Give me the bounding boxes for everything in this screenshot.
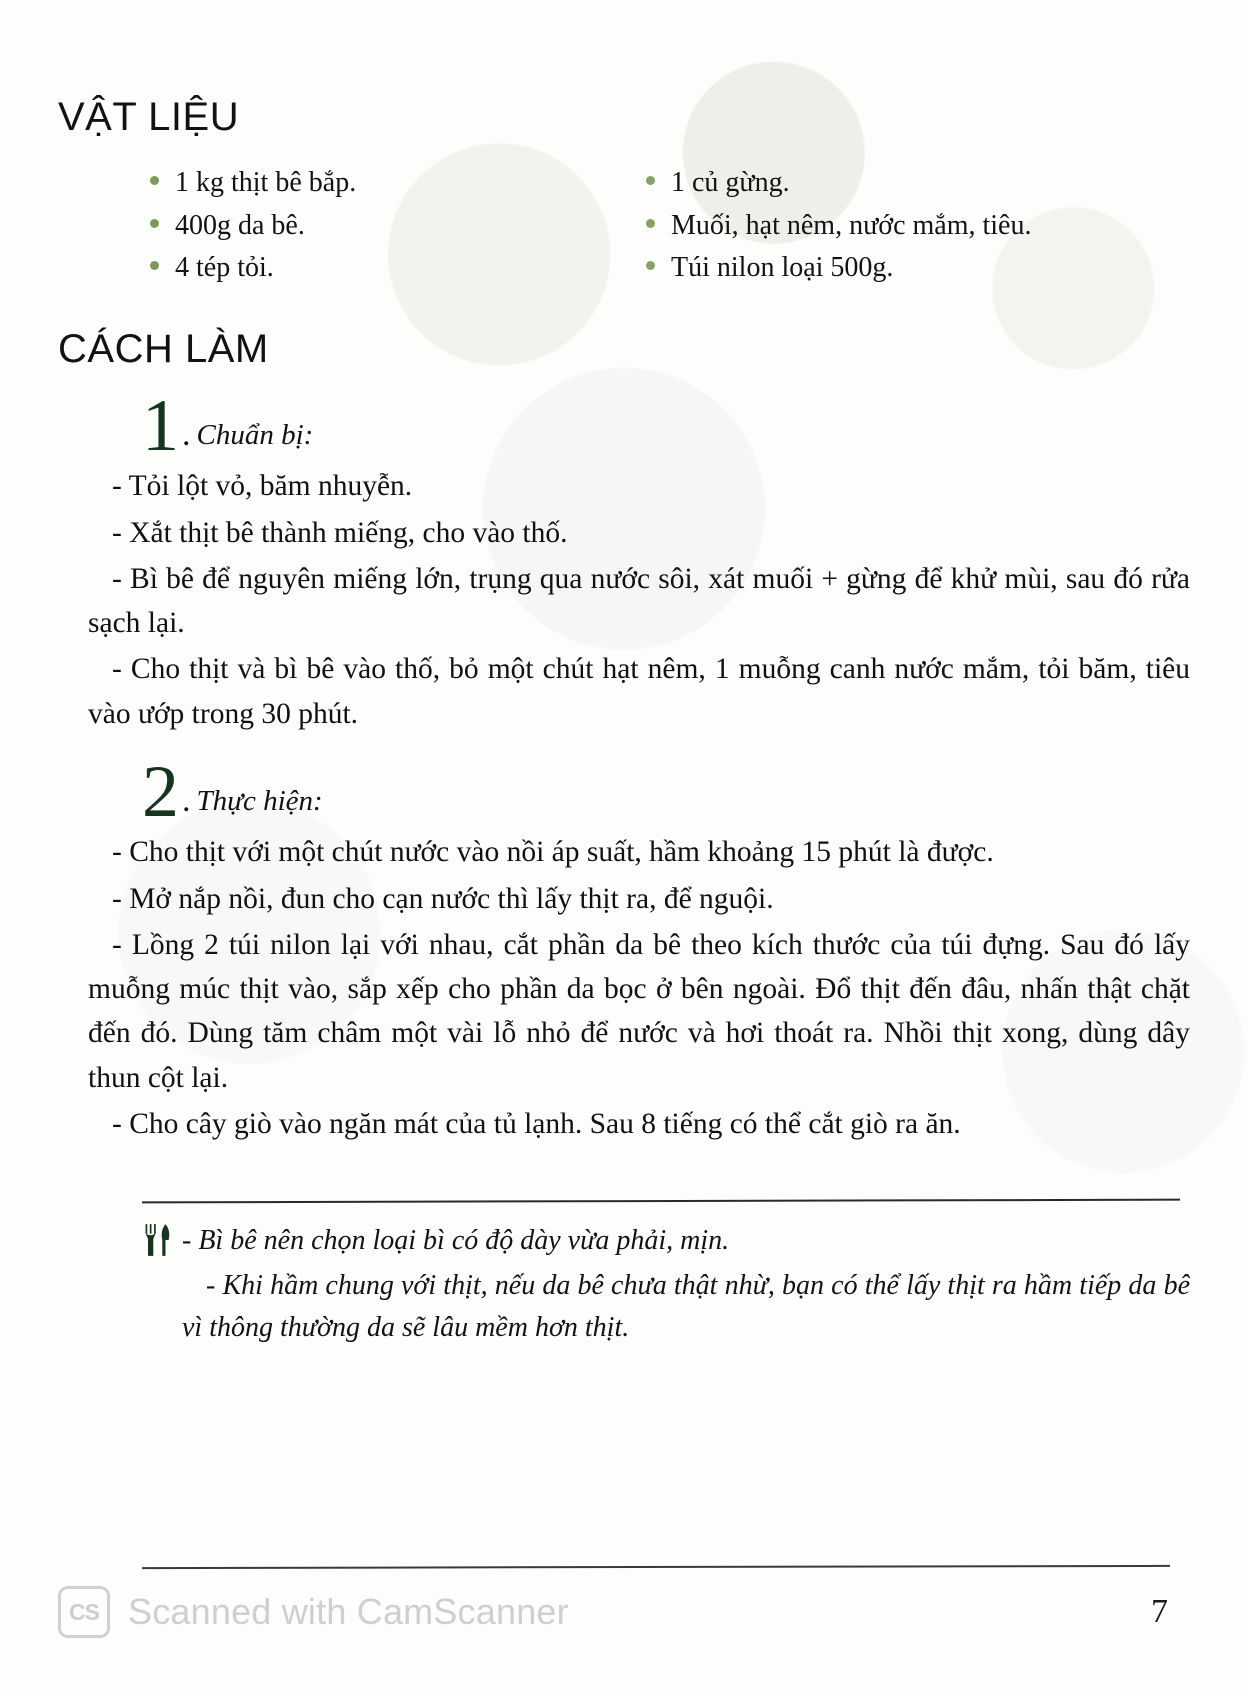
method-step	[58, 750, 1190, 1146]
ingredient-label: 400g da bê.	[175, 209, 305, 241]
camscanner-watermark	[58, 1586, 569, 1638]
watermark-label: Scanned with CamScanner	[128, 1591, 569, 1632]
tips-divider	[142, 1199, 1180, 1204]
bullet-icon	[646, 176, 655, 185]
step-paragraph: - Lồng 2 túi nilon lại với nhau, cắt phần da bê theo kích thước của túi đựng. Sau đó lấy muỗng múc thịt vào, sắp xếp cho phần da bọc ở bên ngoài. Đổ thịt đến đâu, nhấn thật chặt đến đó. Dùng tăm châm một vài lỗ nhỏ để nước và hơi thoát ra. Nhồi thịt xong, dùng dây thun cột lại.	[88, 928, 1190, 1094]
bullet-icon	[646, 261, 655, 270]
list-item	[150, 247, 624, 290]
tip-note: - Khi hầm chung với thịt, nếu da bê chưa thật nhừ, bạn có thể lấy thịt ra hầm tiếp da bê vì thông thường da sẽ lâu mềm hơn thịt.	[182, 1269, 1190, 1344]
tips-section	[58, 1200, 1190, 1352]
step-title: Thực hiện:	[196, 785, 323, 818]
page-number: 7	[1151, 1593, 1168, 1630]
bullet-icon	[150, 219, 159, 228]
list-item	[150, 205, 624, 248]
footer-row	[58, 1586, 1190, 1638]
tip-note: - Bì bê nên chọn loại bì có độ dày vừa phải, mịn.	[182, 1225, 730, 1257]
ingredient-label: Túi nilon loại 500g.	[671, 252, 894, 284]
step-number: 2	[142, 750, 179, 833]
method-heading: CÁCH LÀM	[58, 326, 269, 371]
step-title: Chuẩn bị:	[196, 419, 314, 452]
ingredient-label: Muối, hạt nêm, nước mắm, tiêu.	[671, 209, 1032, 241]
step-number-dot: .	[182, 782, 191, 820]
bullet-icon	[150, 176, 159, 185]
step-number-dot: .	[182, 416, 191, 454]
step-header	[58, 384, 1190, 467]
step-paragraph: - Mở nắp nồi, đun cho cạn nước thì lấy thịt ra, để nguội.	[112, 882, 774, 915]
step-paragraph: - Cho thịt và bì bê vào thố, bỏ một chút hạt nêm, 1 muỗng canh nước mắm, tỏi băm, tiêu vào ướp trong 30 phút.	[88, 653, 1190, 730]
list-item	[646, 205, 1190, 248]
step-header	[58, 750, 1190, 833]
step-paragraph: - Tỏi lột vỏ, băm nhuyễn.	[112, 470, 413, 503]
ingredients-list	[58, 162, 1190, 290]
camscanner-logo-icon: CS	[58, 1586, 110, 1638]
ingredients-right-column	[624, 162, 1190, 290]
step-number: 1	[142, 384, 179, 467]
tips-text	[178, 1220, 1190, 1352]
step-body	[58, 830, 1190, 1146]
ingredient-label: 1 củ gừng.	[671, 167, 790, 198]
ingredient-label: 1 kg thịt bê bắp.	[175, 167, 357, 198]
ingredients-left-column	[58, 162, 624, 290]
method-step	[58, 384, 1190, 736]
ingredient-label: 4 tép tỏi.	[175, 252, 274, 284]
page-footer	[0, 1566, 1248, 1638]
list-item	[646, 247, 1190, 290]
bullet-icon	[646, 219, 655, 228]
step-paragraph: - Bì bê để nguyên miếng lớn, trụng qua nước sôi, xát muối + gừng để khử mùi, sau đó rửa sạch lại.	[88, 562, 1190, 640]
fork-knife-icon	[142, 1222, 178, 1263]
ingredients-heading: VẬT LIỆU	[58, 95, 240, 139]
footer-divider	[142, 1565, 1170, 1569]
list-item	[646, 162, 1190, 205]
step-paragraph: - Cho cây giò vào ngăn mát của tủ lạnh. Sau 8 tiếng có thể cắt giò ra ăn.	[112, 1107, 961, 1140]
step-body	[58, 464, 1190, 736]
tips-body	[88, 1220, 1190, 1352]
list-item	[150, 162, 624, 205]
bullet-icon	[150, 261, 159, 270]
step-paragraph: - Cho thịt với một chút nước vào nồi áp suất, hầm khoảng 15 phút là được.	[112, 836, 994, 869]
step-paragraph: - Xắt thịt bê thành miếng, cho vào thố.	[112, 516, 568, 549]
